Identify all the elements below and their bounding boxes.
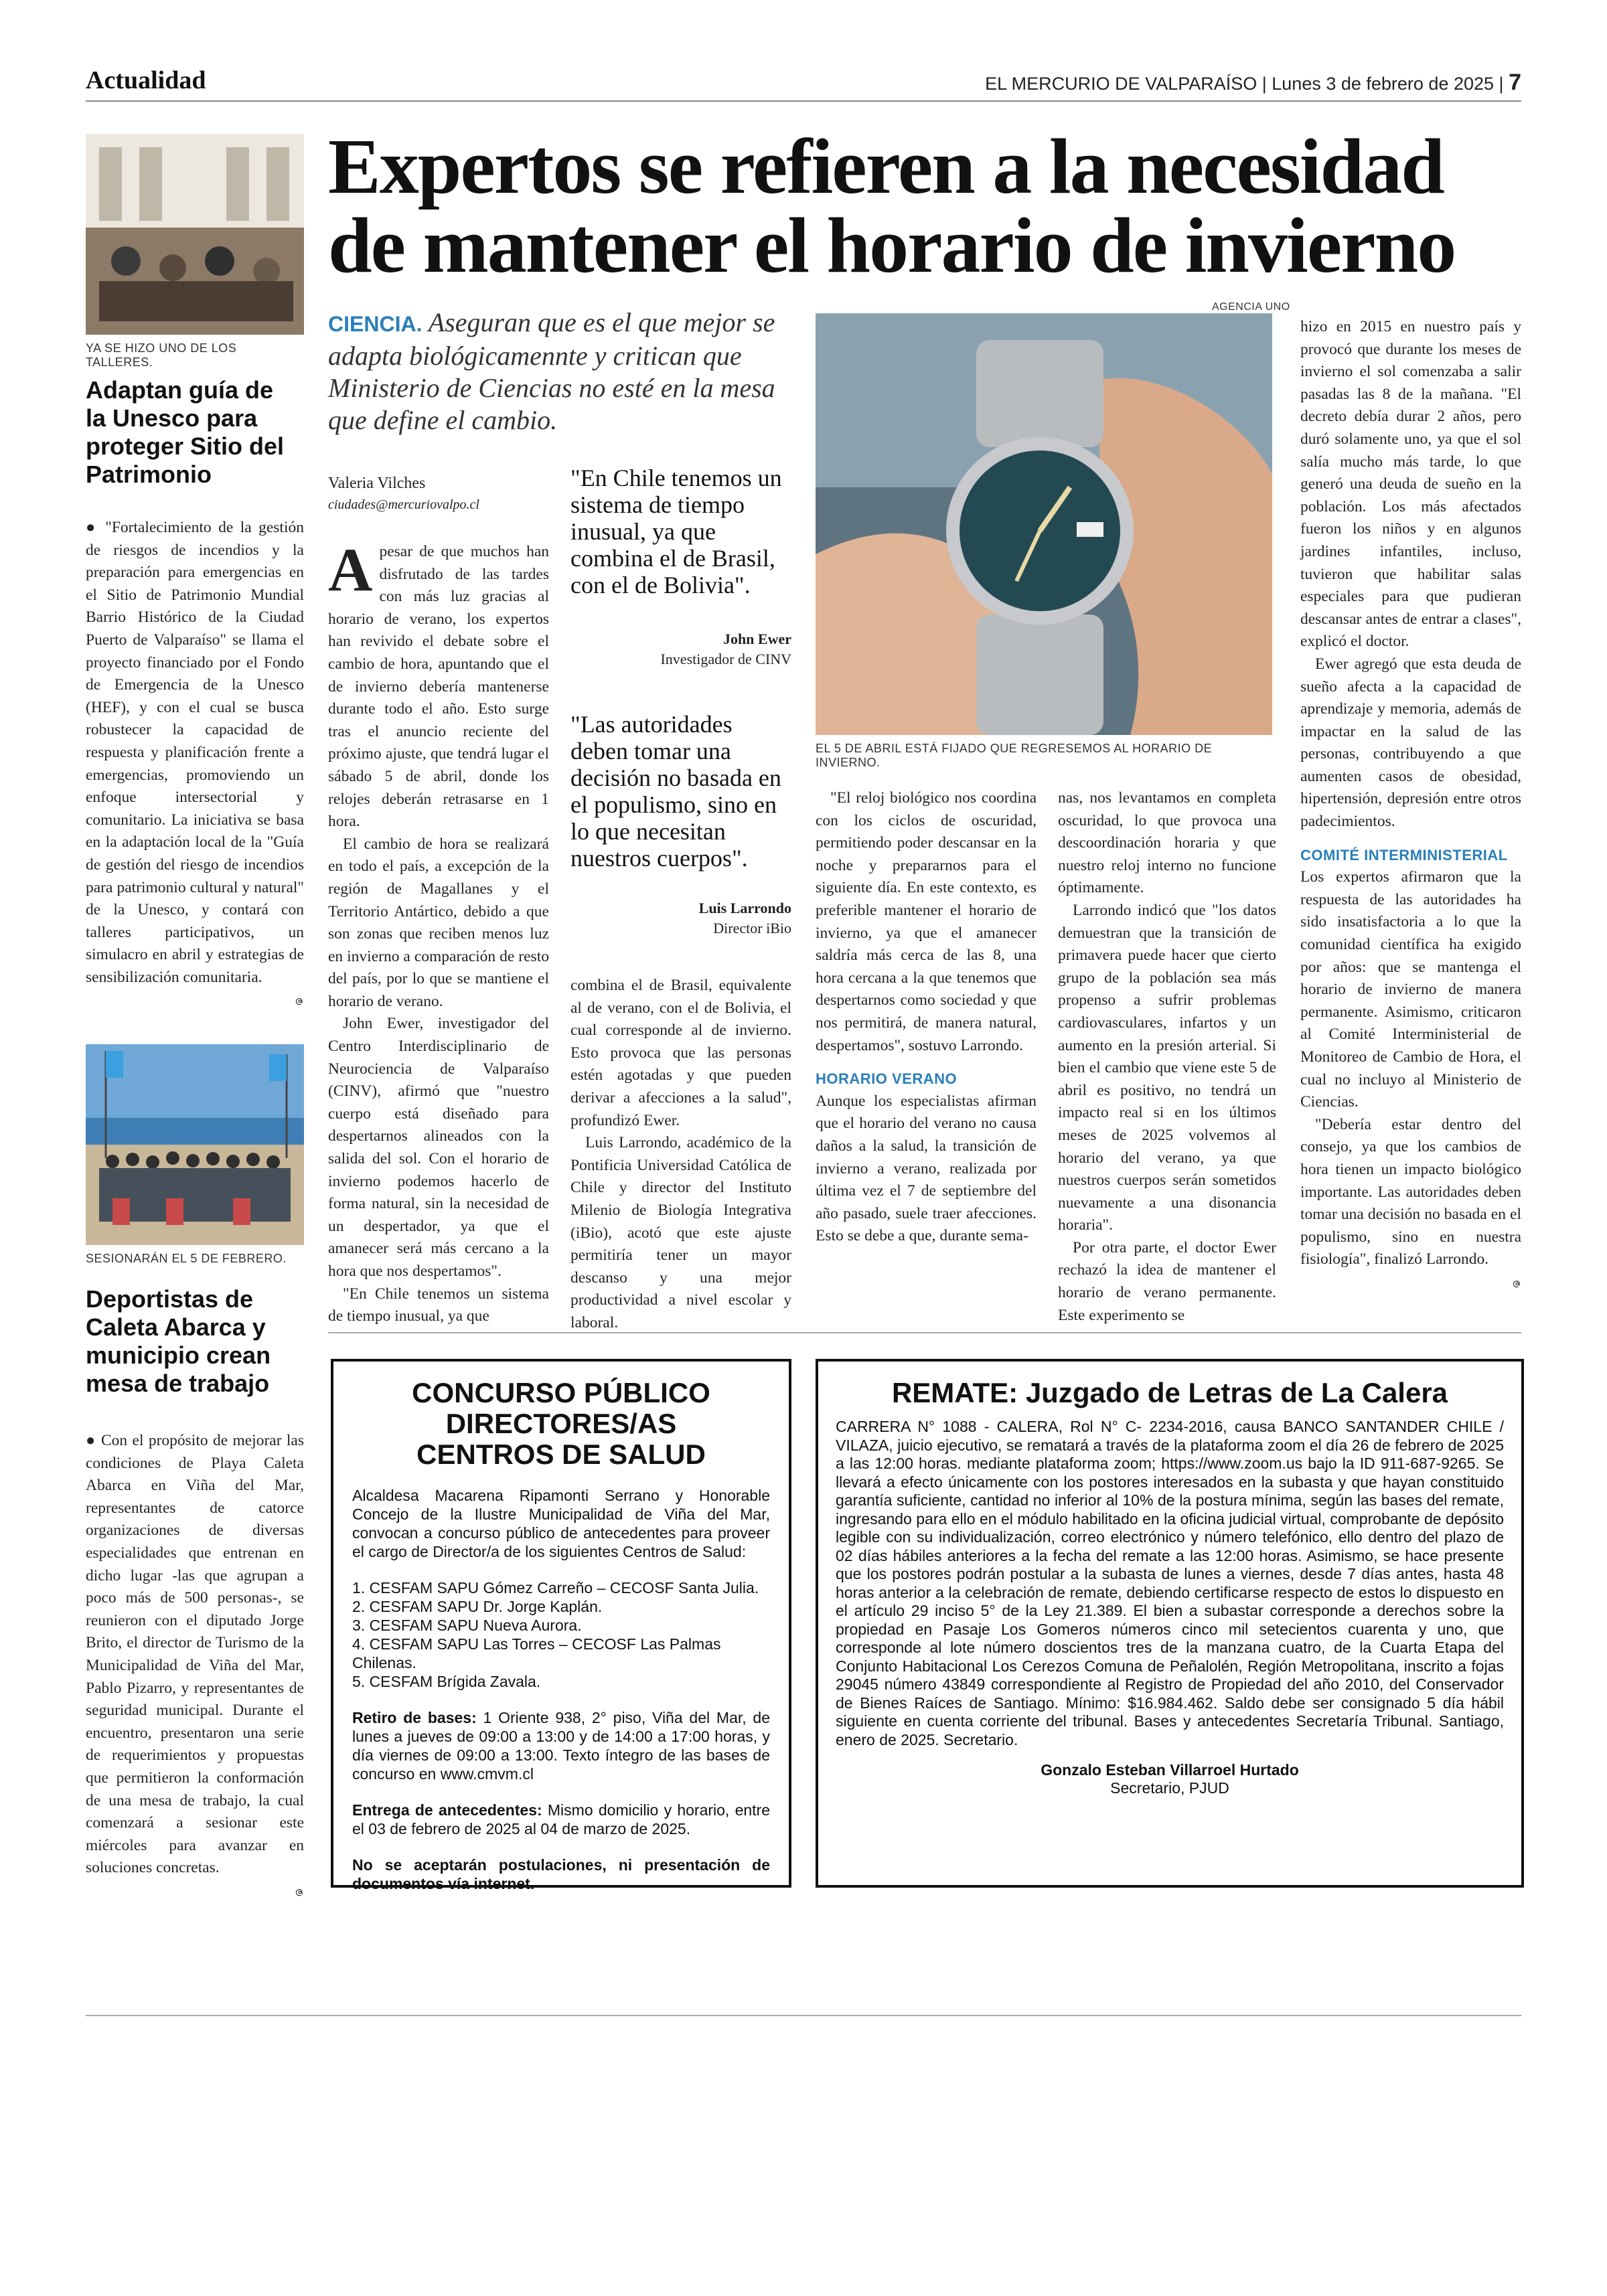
col3-subhead: HORARIO VERANO <box>816 1070 958 1088</box>
sidebar-photo-caleta <box>86 1044 304 1245</box>
article-column-3 <box>816 787 1037 1248</box>
article-bottom-rule <box>328 1332 1521 1333</box>
col2-paragraph: Luis Larrondo, académico de la Pontificia Universidad Católica de Chile y director del Instituto Milenio de Biología Integrativa (iBio), acotó que este ajuste permitiría tener un mayor descanso y una mejor productividad a nivel escolar y laboral. <box>570 1134 791 1331</box>
sidebar-story1-text: ● "Fortalecimiento de la gestión de riesgos de incendios y la preparación para emergencias en el Sitio de Patrimonio Mundial Barrio Histórico de la Ciudad Puerto de Valparaíso" se llama el proyecto financiado por el Fondo de Emergencia de la Unesco (HEF), y con el cual se busca robustecer la capacidad de respuesta y planificación frente a emergencias, promoviendo un enfoque intersectorial y comunitario. La iniciativa se basa en la adaptación local de la "Guía de gestión del riesgo de incendios para patrimonio cultural y natural" de la Unesco, y contará con talleres participativos, un simulacro en abril y estrategias de sensibilización comunitaria. <box>86 519 304 986</box>
sidebar-story2-body <box>86 1430 304 1902</box>
quote2-author: Luis Larrondo <box>698 900 791 916</box>
author-name: Valeria Vilches <box>328 475 426 492</box>
drop-cap: A <box>328 536 373 604</box>
quote2-role: Director iBio <box>713 920 791 936</box>
col3-paragraph: Aunque los especialistas afirman que el horario del verano no causa daños a la salud, la transición de invierno a verano, realizada por última vez el 7 de septiembre del año pasado, suele traer afecciones. Esto se debe a que, durante sema- <box>816 1092 1037 1245</box>
photo-caption: EL 5 DE ABRIL ESTÁ FIJADO QUE REGRESEMOS AL HORARIO DE INVIERNO. <box>816 742 1213 769</box>
ad2-signer: Gonzalo Esteban Villarroel Hurtado <box>1041 1761 1299 1779</box>
col1-paragraph: Apesar de que muchos han disfrutado de las tardes con más luz gracias al horario de verano, los expertos han revivido el debate sobre el cambio de hora, apuntando que el de invierno debería mantenerse durante todo el año. Esto surge tras el anuncio reciente del próximo ajuste, que tendrá lugar el sábado 5 de abril, donde los relojes deberán retrasarse en 1 hora. <box>328 536 549 831</box>
sidebar-story2-title: Deportistas de Caleta Abarca y municipio crean mesa de trabajo <box>86 1285 271 1397</box>
ad1-retiro: Retiro de bases: 1 Oriente 938, 2° piso, Viña del Mar, de lunes a jueves de 09:00 a 13:00 y de 14:00 a 17:00 horas, y día viernes de 09:00 a 13:00. Texto íntegro de las bases de concurso en www.cmvm.cl <box>352 1709 771 1783</box>
end-mark-icon: ဇ <box>295 1882 304 1899</box>
page-bottom-rule <box>86 2015 1521 2016</box>
author-email: ciudades@mercuriovalpo.cl <box>328 497 479 512</box>
beach-group-photo-illustration <box>86 1044 304 1245</box>
headline-line2: de mantener el horario de invierno <box>328 201 1456 289</box>
page-number: 7 <box>1509 70 1521 95</box>
lead-label: CIENCIA. <box>328 312 423 336</box>
watch-photo-illustration <box>816 313 1272 735</box>
sidebar-photo2-caption: SESIONARÁN EL 5 DE FEBRERO. <box>86 1252 287 1265</box>
col2-paragraph: combina el de Brasil, equivalente al de verano, con el de Bolivia, el cual corresponde al de invierno. Esto provoca que las personas estén agotadas y que pueden derivar a afecciones a la salud", profundizó Ewer. <box>570 977 791 1129</box>
article-column-1 <box>328 536 549 1328</box>
col3-paragraph: "El reloj biológico nos coordina con los ciclos de oscuridad, permitiendo poder descansar en la noche y prepararnos para el siguiente día. En este contexto, es preferible mantener el horario de invierno, ya que el amanecer saldría más cerca de las 8, una hora cercana a la que tenemos que despertarnos como sociedad y que nos permitirá, de manera natural, despertamos", sostuvo Larrondo. <box>816 789 1037 1054</box>
col5-paragraph: hizo en 2015 en nuestro país y provocó que durante los meses de invierno el sol comenzaba a salir pasadas las 8 de la mañana. "El decreto debía durar 2 años, pero duró solamente uno, ya que el sol salía mucho más tarde, lo que generó una deuda de sueño en la población. Los más afectados fueron los niños y en algunos jardines infantiles, incluso, tuvieron que habilitar salas especiales para que pudieran descansar antes de entrar a clases", explicó el doctor. <box>1300 318 1521 651</box>
article-column-4 <box>1058 787 1276 1327</box>
sidebar-photo1-caption: YA SE HIZO UNO DE LOS TALLERES. <box>86 341 237 369</box>
ad2-signer-role: Secretario, PJUD <box>1110 1779 1229 1797</box>
col5-paragraph: Los expertos afirmaron que la respuesta de las autoridades ha sido insatisfactoria a lo que la comunidad científica ha exigido por años: que se mantenga el horario de invierno de manera permanente. Asimismo, criticaron al Comité Interministerial de Monitoreo de Cambio de Hora, el cual no incluyo al Ministerio de Ciencias. <box>1300 868 1521 1111</box>
ad1-list-item: 3. CESFAM SAPU Nueva Aurora. <box>352 1617 582 1634</box>
masthead <box>985 70 1521 96</box>
col5-paragraph: "Debería estar dentro del consejo, ya que los cambios de hora tienen un impacto biológico importante. Las autoridades deben tomar una decisión no basada en el populismo, sino en nuestra fisiología", finalizó Larrondo. <box>1300 1115 1521 1268</box>
ad1-list-item: 5. CESFAM Brígida Zavala. <box>352 1673 541 1690</box>
end-mark-icon: ဇ <box>295 991 304 1009</box>
article-lead <box>328 307 797 436</box>
col4-paragraph: nas, nos levantamos en completa oscuridad, lo que provoca una descoordinación horaria y que nuestro reloj interno no funcione óptimamente. <box>1058 789 1276 897</box>
article-column-2 <box>570 975 791 1335</box>
ad-concurso-publico <box>331 1359 791 1892</box>
ad1-footer: No se aceptarán postulaciones, ni presentación de documentos vía internet. <box>352 1856 770 1892</box>
quote1-author: John Ewer <box>722 631 791 647</box>
col5-subhead: COMITÉ INTERMINISTERIAL <box>1300 846 1508 864</box>
quote2-text: "Las autoridades deben tomar una decisión no basada en el populismo, sino en lo que necesitan nuestros cuerpos". <box>570 711 781 872</box>
section-label: Actualidad <box>86 66 206 94</box>
ad1-intro: Alcaldesa Macarena Ripamonti Serrano y Honorable Concejo de la Ilustre Municipalidad de Viña del Mar, convocan a concurso público de antecedentes para proveer el cargo de Director/a de los siguientes Centros de Salud: <box>352 1487 770 1560</box>
ad1-list-item: 1. CESFAM SAPU Gómez Carreño – CECOSF Santa Julia. <box>352 1579 759 1596</box>
lead-text: Aseguran que es el que mejor se adapta biológicamennte y critican que Ministerio de Ciencias no esté en la mesa que define el cambio. <box>328 307 775 435</box>
col1-paragraph: "En Chile tenemos un sistema de tiempo inusual, ya que <box>328 1285 549 1325</box>
end-mark-icon: ဇ <box>1512 1273 1521 1291</box>
quote1-text: "En Chile tenemos un sistema de tiempo inusual, ya que combina el de Brasil, con el de Bolivia". <box>570 465 782 598</box>
col4-paragraph: Por otra parte, el doctor Ewer rechazó la idea de mantener el horario de verano permanente. Este experimento se <box>1058 1238 1276 1324</box>
sidebar-story1-title: Adaptan guía de la Unesco para proteger Sitio del Patrimonio <box>86 376 285 488</box>
watch-photo <box>816 313 1272 735</box>
ad2-text: CARRERA N° 1088 - CALERA, Rol N° C- 2234-2016, causa BANCO SANTANDER CHILE / VILAZA, juicio ejecutivo, se rematará a través de la plataforma zoom el día 26 de febrero de 2025 a las 12:00 horas. mediante plataforma zoom; https://www.zoom.us bajo la ID 911-687-9265. Se llevará a efecto únicamente con los postores interesados en la subasta y que hayan constituido garantía suficiente, cantidad no inferior al 10% de la postura mínima, según las bases del remate, ingresando para ello en el módulo habilitado en la oficina judicial virtual, comprobante de depósito legible con su individualización, correo electrónico y número telefónico, ello dentro del plazo de 02 días hábiles anteriores a la fecha del remate a las 12:00 horas. Asimismo, se hace presente que los postores podrán postular a la subasta de lunes a viernes, desde 7 días antes, hasta 48 horas anterior a la celebración de remate, debiendo certificarse respecto de estos lo dispuesto en el artículo 29 inciso 5° de la Ley 21.389. El bien a subastar corresponde a derechos sobre la propiedad en Pasaje Los Gomeros números cinco mil setecientos cuarenta y uno, que corresponde al lote número doscientos tres de la manzana cuatro, de la Cuarta Etapa del Conjunto Habitacional Los Cerezos Comuna de Peñalolén, Región Metropolitana, inscrito a fojas 29045 número 43849 correspondiente al Registro de Propiedad del año 2010, del Conservador de Bienes Raíces de Santiago. Mínimo: $16.984.462. Saldo debe ser consignado 5 día hábil siguiente en cuenta corriente del tribunal. Bases y antecedentes Secretaría Tribunal. Santiago, enero de 2025. Secretario. <box>836 1418 1504 1748</box>
article-column-5 <box>1300 316 1521 1294</box>
ad1-entrega: Entrega de antecedentes: Mismo domicilio y horario, entre el 03 de febrero de 2025 al 04 de marzo de 2025. <box>352 1801 770 1837</box>
ad1-title: CONCURSO PÚBLICO DIRECTORES/AS CENTROS DE SALUD <box>412 1377 710 1470</box>
quote1-role: Investigador de CINV <box>660 651 791 667</box>
ad1-list-item: 4. CESFAM SAPU Las Torres – CECOSF Las Palmas Chilenas. <box>352 1635 721 1671</box>
sidebar-story2-text: ● Con el propósito de mejorar las condiciones de Playa Caleta Abarca en Viña del Mar, representantes de catorce organizaciones de diversas especialidades que entrenan en dicho lugar -las que agrupan a poco más de 500 personas-, se reunieron con el diputado Jorge Brito, el director de Turismo de la Municipalidad de Viña del Mar, Pablo Pizarro, y representantes de seguridad municipal. Durante el encuentro, presentaron una serie de requerimientos y propuestas que permitieron la conformación de una mesa de trabajo, la cual comenzará a sesionar este miércoles para avanzar en soluciones concretas. <box>86 1432 304 1877</box>
col1-paragraph: El cambio de hora se realizará en todo el país, a excepción de la región de Magallanes y el Territorio Antártico, debido a que son zonas que reciben menos luz en invierno a comparación de resto del país, por lo que se mantiene el horario de verano. <box>328 835 549 1010</box>
workshop-photo-illustration <box>86 134 304 335</box>
masthead-text: EL MERCURIO DE VALPARAÍSO | Lunes 3 de febrero de 2025 | <box>985 74 1504 94</box>
sidebar-story1-body <box>86 517 304 1011</box>
pull-quote-1 <box>570 465 791 669</box>
header-rule <box>86 100 1521 102</box>
col1-paragraph: John Ewer, investigador del Centro Interdisciplinario de Neurociencia de Valparaíso (CINV), afirmó que "nuestro cuerpo está diseñado para despertarnos alineados con la salida del sol. Con el horario de invierno podemos hacerlo de forma natural, sin la necesidad de un despertador, ya que el amanecer será más cercano a la hora que nos despertamos". <box>328 1015 549 1280</box>
pull-quote-2 <box>570 711 791 938</box>
ad1-list-item: 2. CESFAM SAPU Dr. Jorge Kaplán. <box>352 1598 603 1615</box>
sidebar-photo-workshop <box>86 134 304 335</box>
photo-credit: AGENCIA UNO <box>1212 301 1290 313</box>
ad2-title: REMATE: Juzgado de Letras de La Calera <box>891 1377 1448 1408</box>
headline <box>328 122 1507 289</box>
col4-paragraph: Larrondo indicó que "los datos demuestran que la transición de primavera puede hacer que cierto grupo de la población sea más propenso a sufrir problemas cardiovasculares, infartos y un aumento en la presión arterial. Si bien el cambio que viene este 5 de abril es positivo, no tendrá un impacto real si en los últimos meses de 2025 volvemos al horario del verano, ya que nuestros cuerpos serán sometidos nuevamente a una disonancia horaria". <box>1058 901 1276 1234</box>
ad1-list <box>352 1578 770 1691</box>
col5-paragraph: Ewer agregó que esta deuda de sueño afecta a la capacidad de aprendizaje y memoria, además de impactar en la salud de las personas, contribuyendo a que aumenten casos de obesidad, hipertensión, depresión entre otros padecimientos. <box>1300 655 1521 831</box>
byline <box>328 473 556 515</box>
ad-remate <box>816 1359 1524 1888</box>
headline-line1: Expertos se refieren a la necesidad <box>328 122 1444 210</box>
